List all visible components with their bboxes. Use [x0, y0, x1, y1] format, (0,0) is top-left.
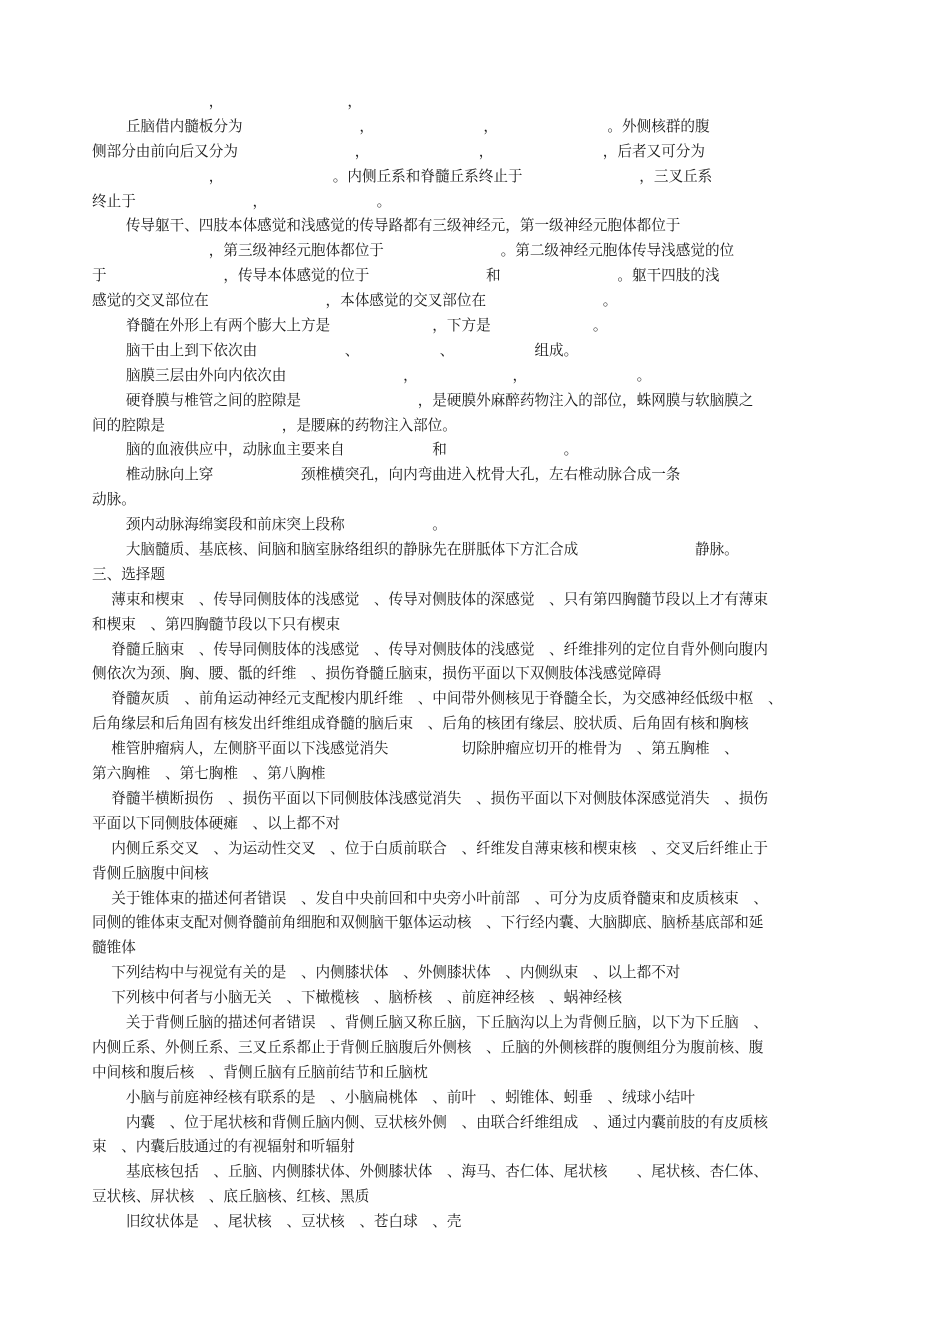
text-line: 侧部分由前向后又分为 ， ， ，后者又可分为 [92, 142, 705, 160]
text-line: 下列核中何者与小脑无关 、下橄榄核 、脑桥核 、前庭神经核 、蜗神经核 [92, 989, 623, 1007]
text-line: 和楔束 、第四胸髓节段以下只有楔束 [92, 615, 341, 633]
text-line: 内侧丘系、外侧丘系、三叉丘系都止于背侧丘脑腹后外侧核 、丘脑的外侧核群的腹侧组分为腹前核、腹 [92, 1038, 764, 1056]
text-line: 脑膜三层由外向内依次由 ， ， 。 [92, 366, 652, 384]
text-line: 感觉的交叉部位在 ，本体感觉的交叉部位在 。 [92, 292, 618, 310]
text-line: 第六胸椎 、第七胸椎 、第八胸椎 [92, 765, 326, 783]
text-line: 于 ，传导本体感觉的位于 和 。躯干四肢的浅 [92, 267, 720, 285]
text-line: 薄束和楔束 、传导同侧肢体的浅感觉 、传导对侧肢体的深感觉 、只有第四胸髓节段以上才有薄束 [92, 590, 768, 608]
text-line: 侧依次为颈、胸、腰、骶的纤维 、损伤脊髓丘脑束，损伤平面以下双侧肢体浅感觉障碍 [92, 665, 662, 683]
text-line: 硬脊膜与椎管之间的腔隙是 ，是硬膜外麻醉药物注入的部位，蛛网膜与软脑膜之 [92, 391, 754, 409]
text-line: 脊髓在外形上有两个膨大上方是 ，下方是 。 [92, 317, 608, 335]
text-line: 大脑髓质、基底核、间脑和脑室脉络组织的静脉先在胼胝体下方汇合成 静脉。 [92, 541, 739, 559]
text-line: 背侧丘脑腹中间核 [92, 864, 209, 882]
text-line: 内囊 、位于尾状核和背侧丘脑内侧、豆状核外侧 、由联合纤维组成 、通过内囊前肢的有皮质核 [92, 1113, 768, 1131]
text-line: 平面以下同侧肢体硬瘫 、以上都不对 [92, 814, 341, 832]
text-line: 关于锥体束的描述何者错误 、发自中央前回和中央旁小叶前部 、可分为皮质脊髓束和皮质核束 、 [92, 889, 768, 907]
text-line: 颈内动脉海绵窦段和前床突上段称 。 [92, 516, 447, 534]
text-line: 椎管肿瘤病人，左侧脐平面以下浅感觉消失 切除肿瘤应切开的椎骨为 、第五胸椎 、 [92, 740, 739, 758]
document-page [92, 90, 872, 1235]
text-line: 小脑与前庭神经核有联系的是 、小脑扁桃体 、前叶 、蚓锥体、蚓垂 、绒球小结叶 [92, 1088, 695, 1106]
text-line: 同侧的锥体束支配对侧脊髓前角细胞和双侧脑干躯体运动核 、下行经内囊、大脑脚底、脑桥基底部和延 [92, 914, 764, 932]
text-line: ，第三级神经元胞体都位于 。第二级神经元胞体传导浅感觉的位 [92, 242, 735, 260]
text-line: 关于背侧丘脑的描述何者错误 、背侧丘脑又称丘脑，下丘脑沟以上为背侧丘脑，以下为下丘脑 、 [92, 1013, 768, 1031]
text-line: ， 。内侧丘系和脊髓丘系终止于 ，三叉丘系 [92, 167, 713, 185]
text-line: 中间核和腹后核 、背侧丘脑有丘脑前结节和丘脑枕 [92, 1063, 428, 1081]
text-line: 内侧丘系交叉 、为运动性交叉 、位于白质前联合 、纤维发自薄束核和楔束核 、交叉后纤维止于 [92, 839, 768, 857]
text-line: 后角缘层和后角固有核发出纤维组成脊髓的脑后束 、后角的核团有缘层、胶状质、后角固有核和胸核 [92, 715, 749, 733]
text-line: 传导躯干、四肢本体感觉和浅感觉的传导路都有三级神经元，第一级神经元胞体都位于 [92, 217, 681, 235]
text-line: 旧纹状体是 、尾状核 、豆状核 、苍白球 、壳 [92, 1213, 462, 1231]
text-line: 豆状核、屏状核 、底丘脑核、红核、黑质 [92, 1188, 370, 1206]
text-line: 基底核包括 、丘脑、内侧膝状体、外侧膝状体 、海马、杏仁体、尾状核 、尾状核、杏仁体、 [92, 1163, 768, 1181]
text-line: 间的腔隙是 ，是腰麻的药物注入部位。 [92, 416, 457, 434]
text-line: 髓锥体 [92, 939, 136, 957]
text-line: 脑干由上到下依次由 、 、 组成。 [92, 341, 579, 359]
text-line: 丘脑借内髓板分为 ， ， 。外侧核群的腹 [92, 117, 710, 135]
section-heading: 三、选择题 [92, 565, 165, 583]
text-line: 束 、内囊后肢通过的有视辐射和听辐射 [92, 1138, 355, 1156]
text-line: 椎动脉向上穿 颈椎横突孔，向内弯曲进入枕骨大孔，左右椎动脉合成一条 [92, 466, 768, 484]
text-line: 动脉。 [92, 491, 136, 509]
text-line: 脊髓丘脑束 、传导同侧肢体的浅感觉 、传导对侧肢体的浅感觉 、纤维排列的定位自背外侧向腹内 [92, 640, 768, 658]
text-line: 脊髓灰质 、前角运动神经元支配梭内肌纤维 、中间带外侧核见于脊髓全长，为交感神经低级中枢 、 [92, 690, 783, 708]
text-line: 下列结构中与视觉有关的是 、内侧膝状体 、外侧膝状体 、内侧纵束 、以上都不对 [92, 964, 681, 982]
text-line: 终止于 ， 。 [92, 192, 392, 210]
text-line: 脊髓半横断损伤 、损伤平面以下同侧肢体浅感觉消失 、损伤平面以下对侧肢体深感觉消失 、损伤 [92, 789, 768, 807]
text-line: 脑的血液供应中，动脉血主要来自 和 。 [92, 441, 579, 459]
text-line: ， ， [92, 93, 457, 110]
